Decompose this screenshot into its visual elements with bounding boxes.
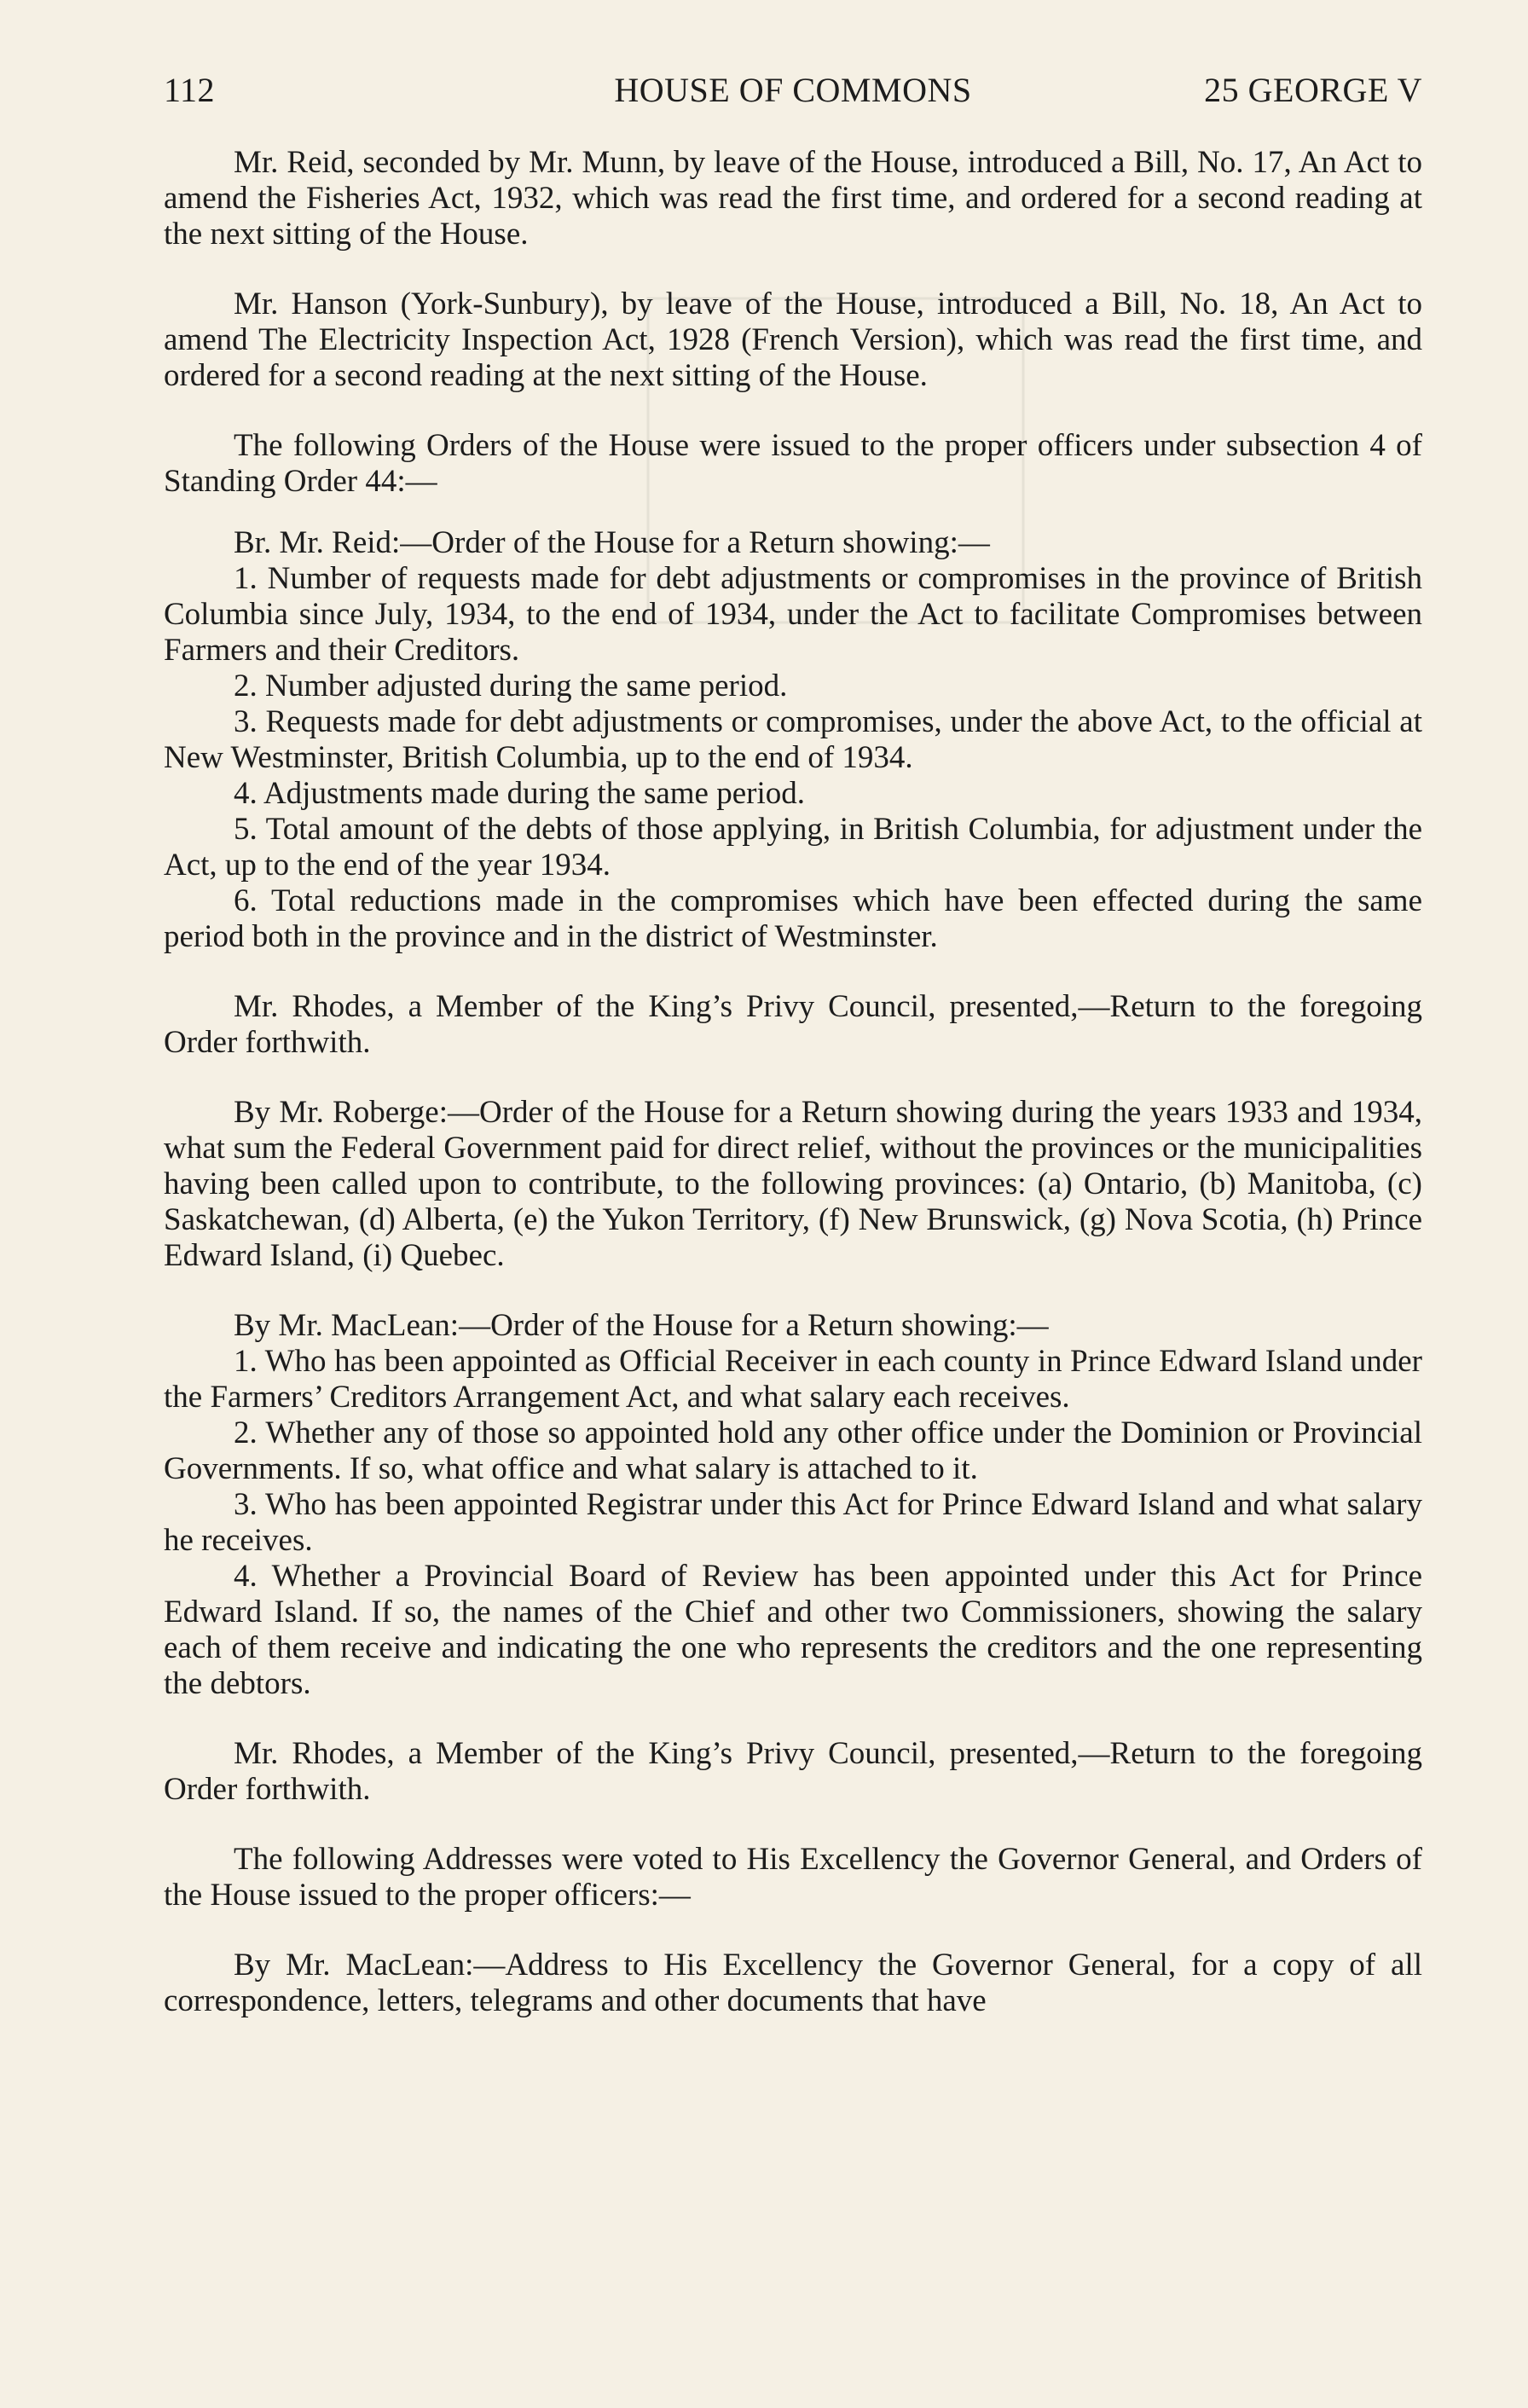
paragraph: Mr. Rhodes, a Member of the King’s Privy Council, presented,—Return to the foregoing Order forthwith.: [164, 1736, 1422, 1807]
paragraph: By Mr. MacLean:—Address to His Excellency the Governor General, for a copy of all correspondence, letters, telegrams and other documents that have: [164, 1948, 1422, 2018]
list-item: 5. Total amount of the debts of those applying, in British Columbia, for adjustment under the Act, up to the end of the year 1934.: [164, 812, 1422, 883]
paragraph: The following Orders of the House were issued to the proper officers under subsection 4 of Standing Order 44:—: [164, 428, 1422, 499]
regnal-year: 25 GEORGE V: [1204, 71, 1422, 109]
paragraph: Mr. Reid, seconded by Mr. Munn, by leave of the House, introduced a Bill, No. 17, An Act to amend the Fisheries Act, 1932, which was read the first time, and ordered for a second reading at the next sitting of the House.: [164, 145, 1422, 252]
paragraph: Mr. Rhodes, a Member of the King’s Privy Council, presented,—Return to the foregoing Order forthwith.: [164, 989, 1422, 1060]
list-item: 3. Who has been appointed Registrar under this Act for Prince Edward Island and what salary he receives.: [164, 1487, 1422, 1558]
list-item: 4. Whether a Provincial Board of Review has been appointed under this Act for Prince Edward Island. If so, the names of the Chief and other two Commissioners, showing the salary each of them receive and indicating the one who represents the creditors and the one representing the debtors.: [164, 1559, 1422, 1701]
list-item: 6. Total reductions made in the compromises which have been effected during the same period both in the province and in the district of Westminster.: [164, 883, 1422, 954]
list-item: 1. Who has been appointed as Official Receiver in each county in Prince Edward Island under the Farmers’ Creditors Arrangement Act, and what salary each receives.: [164, 1344, 1422, 1415]
list-item: 2. Whether any of those so appointed hold any other office under the Dominion or Provincial Governments. If so, what office and what salary is attached to it.: [164, 1415, 1422, 1486]
list-item: 2. Number adjusted during the same period.: [234, 669, 788, 703]
list-item: 4. Adjustments made during the same period.: [234, 776, 805, 811]
paragraph: Br. Mr. Reid:—Order of the House for a Return showing:—: [234, 525, 990, 560]
header-title: HOUSE OF COMMONS: [614, 71, 972, 109]
running-header: [164, 60, 1422, 107]
paragraph: The following Addresses were voted to His Excellency the Governor General, and Orders of the House issued to the proper officers:—: [164, 1842, 1422, 1913]
paragraph: By Mr. Roberge:—Order of the House for a Return showing during the years 1933 and 1934, what sum the Federal Government paid for direct relief, without the provinces or the municipalities having been called upon to contribute, to the following provinces: (a) Ontario, (b) Manitoba, (c) Saskatchewan, (d) Alberta, (e) the Yukon Territory, (f) New Brunswick, (g) Nova Scotia, (h) Prince Edward Island, (i) Quebec.: [164, 1095, 1422, 1273]
paragraph: Mr. Hanson (York-Sunbury), by leave of the House, introduced a Bill, No. 18, An Act to amend The Electricity Inspection Act, 1928 (French Version), which was read the first time, and ordered for a second reading at the next sitting of the House.: [164, 287, 1422, 393]
list-item: 3. Requests made for debt adjustments or compromises, under the above Act, to the official at New Westminster, British Columbia, up to the end of 1934.: [164, 704, 1422, 775]
paragraph: By Mr. MacLean:—Order of the House for a Return showing:—: [234, 1308, 1049, 1343]
journal-body: [164, 145, 1422, 2019]
list-item: 1. Number of requests made for debt adjustments or compromises in the province of British Columbia since July, 1934, to the end of 1934, under the Act to facilitate Compromises between Farmers and their Creditors.: [164, 561, 1422, 668]
page-number: 112: [164, 71, 216, 109]
